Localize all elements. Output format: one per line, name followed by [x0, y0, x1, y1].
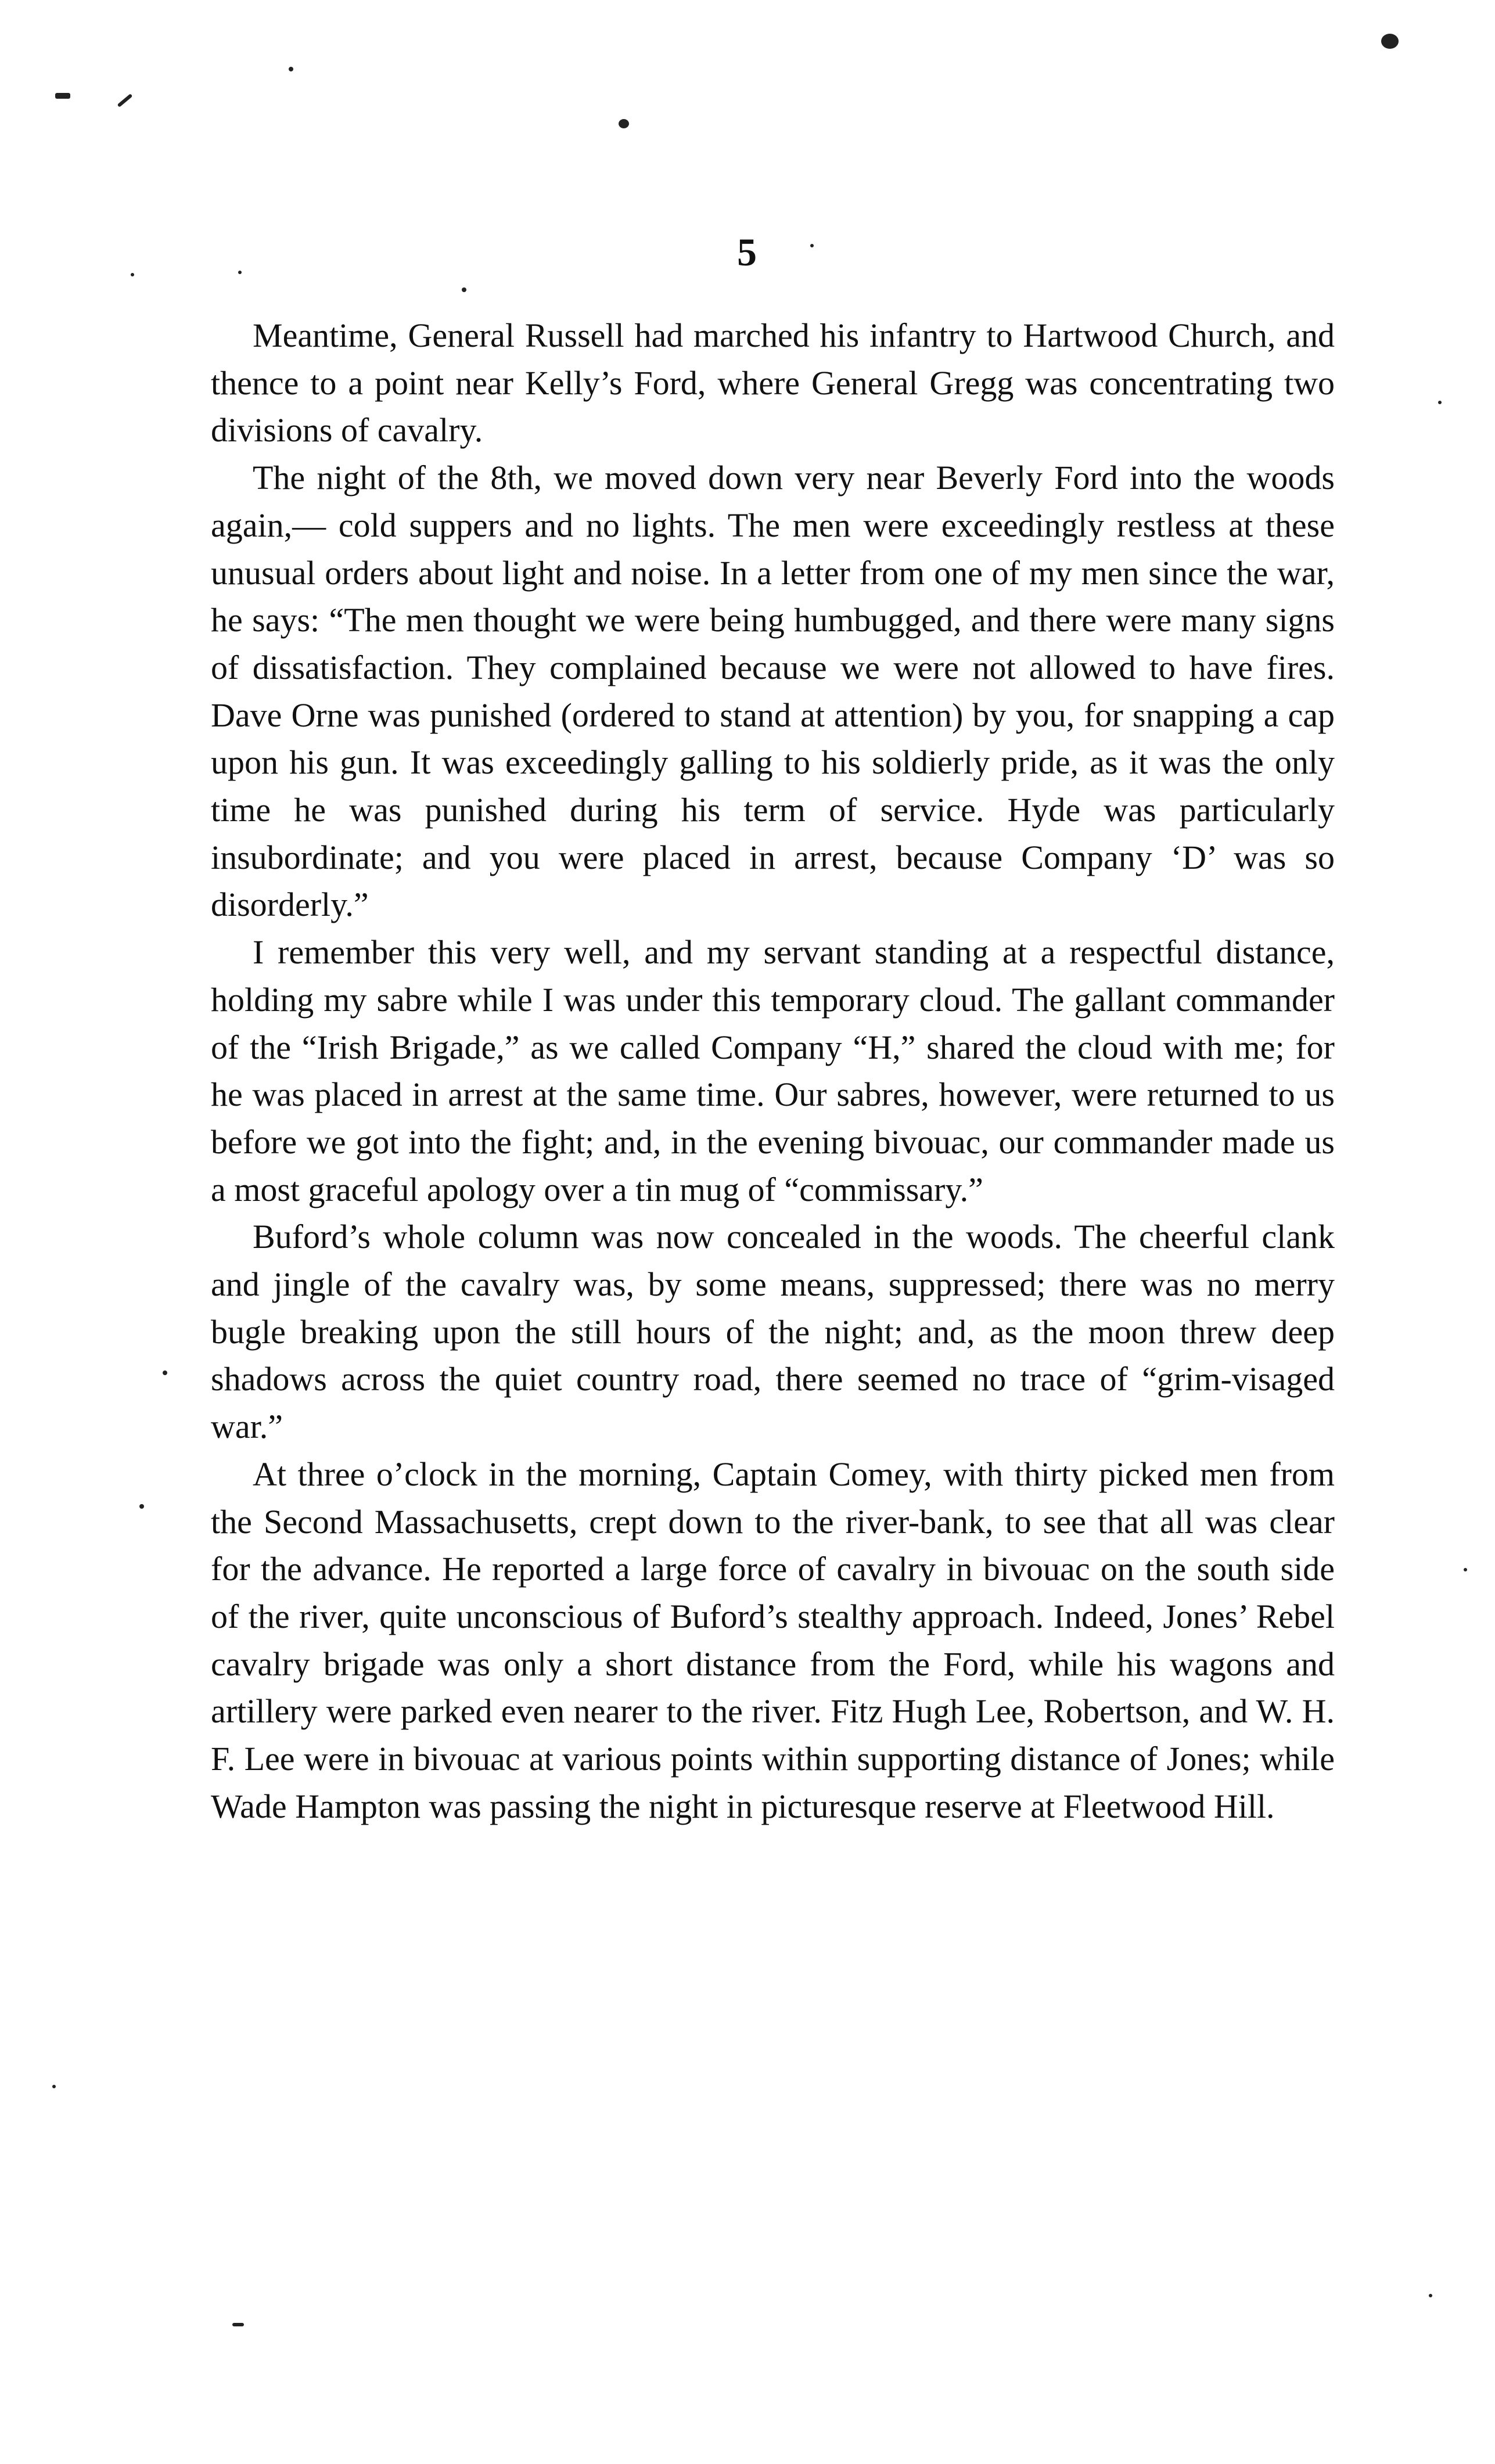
scan-speck [619, 119, 629, 128]
scan-speck [1464, 1568, 1467, 1571]
paragraph-4: Buford’s whole column was now concealed in the woods. The cheerful clank and jingle of the cavalry was, by some means, suppressed; there was no merry bugle breaking upon the still hours of the night; and, as the moon threw deep shadows across the quiet country road, there seemed no trace of “grim-visaged war.” [211, 1218, 1335, 1446]
scan-speck [1381, 34, 1399, 49]
scan-speck [139, 1504, 144, 1509]
scan-speck [55, 93, 70, 99]
page-number: 5 [737, 230, 758, 274]
scan-speck [52, 2085, 56, 2088]
scan-speck [1438, 401, 1442, 404]
scan-speck [163, 1371, 167, 1375]
paragraph-5: At three o’clock in the morning, Captain Comey, with thirty picked men from the Second Massachusetts, crept down to the river-bank, to see that all was clear for the advance. He reported a large force of cavalry in bivouac on the south side of the river, quite unconscious of Buford’s stealthy approach. Indeed, Jones’ Rebel cavalry brigade was only a short distance from the Ford, while his wagons and artillery were parked even nearer to the river. Fitz Hugh Lee, Robertson, and W. H. F. Lee were in bivouac at various points within supporting distance of Jones; while Wade Hampton was passing the night in picturesque reserve at Fleetwood Hill. [211, 1455, 1335, 1825]
body-text [211, 312, 1335, 1830]
paragraph-2: The night of the 8th, we moved down very near Beverly Ford into the woods again,— cold suppers and no lights. The men were exceedingly restless at these unusual orders about light and noise. In a letter from one of my men since the war, he says: “The men thought we were being humbugged, and there were many signs of dissatisfaction. They complained because we were not allowed to have fires. Dave Orne was punished (ordered to stand at attention) by you, for snapping a cap upon his gun. It was exceedingly galling to his soldierly pride, as it was the only time he was punished during his term of service. Hyde was particularly insubordinate; and you were placed in arrest, because Company ‘D’ was so disorderly.” [211, 459, 1335, 924]
scan-speck [117, 93, 133, 107]
scan-speck [1429, 2294, 1432, 2297]
paragraph-3: I remember this very well, and my servant standing at a respectful distance, holding my sabre while I was under this temporary cloud. The gallant commander of the “Irish Brigade,” as we called Company “H,” shared the cloud with me; for he was placed in arrest at the same time. Our sabres, however, were returned to us before we got into the fight; and, in the evening bivouac, our commander made us a most graceful apology over a tin mug of “commissary.” [211, 933, 1335, 1208]
paragraph-1: Meantime, General Russell had marched his infantry to Hartwood Church, and thence to a point near Kelly’s Ford, where General Gregg was concentrating two divisions of cavalry. [211, 316, 1335, 449]
scan-speck [289, 67, 293, 71]
scan-speck [462, 287, 466, 292]
scan-speck [232, 2323, 244, 2326]
